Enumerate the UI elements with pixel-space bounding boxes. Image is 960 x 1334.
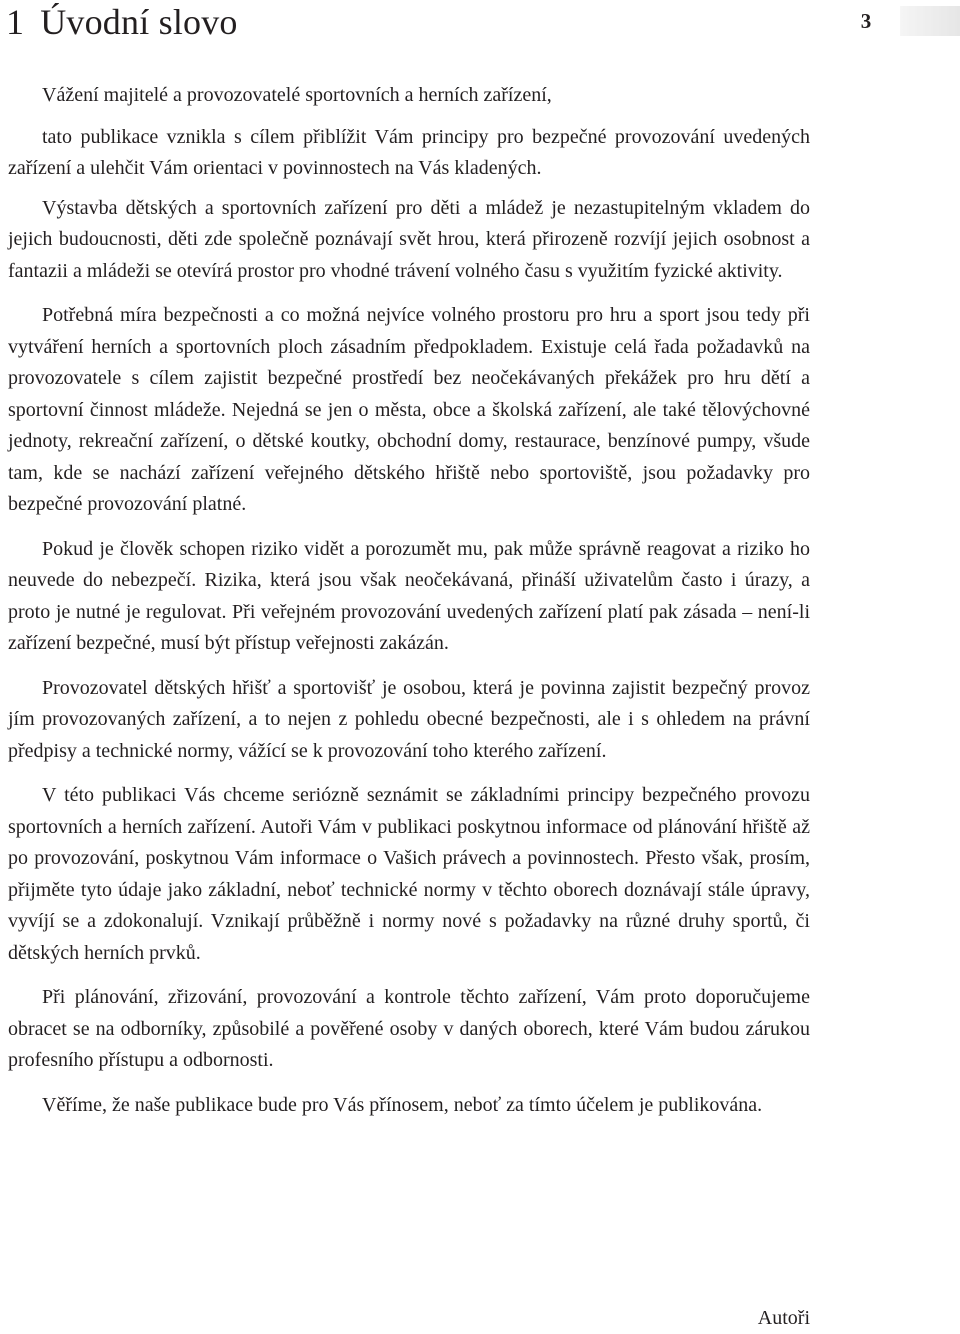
paragraph-7: Při plánování, zřizování, provozování a kontrole těchto zařízení, Vám proto doporučujeme obracet se na odborníky, způsobilé a pověřené osoby v daných oborech, které Vám budou zárukou profesního přístupu a odbornosti. bbox=[8, 986, 810, 1071]
paragraph-8: Věříme, že naše publikace bude pro Vás přínosem, neboť za tímto účelem je publikována. bbox=[42, 1093, 763, 1116]
paragraph-3: Potřebná míra bezpečnosti a co možná nejvíce volného prostoru pro hru a sport jsou tedy při vytváření herních a sportovních ploch zásadním předpokladem. Existuje celá řada požadavků na provozovatele s cílem zajistit bezpečné prostředí bez neočekávaných překážek pro hru dětí a sportovní činnost mládeže. Nejedná se jen o města, obce a školská zařízení, ale také tělovýchovné jednoty, rekreační zařízení, o dětské koutky, obchodní domy, restaurace, benzínové pumpy, všude tam, kde se nachází zařízení veřejného dětského hřiště nebo sportoviště, jsou požadavky pro bezpečné provozování platné. bbox=[8, 304, 810, 515]
chapter-number: 1 bbox=[6, 2, 25, 42]
salutation: Vážení majitelé a provozovatelé sportovních a herních zařízení, bbox=[42, 84, 552, 106]
paragraph-2: Výstavba dětských a sportovních zařízení pro děti a mládež je nezastupitelným vkladem do jejich budoucnosti, děti zde společně poznávají svět hrou, která přirozeně rozvíjí jejich osobnost a fantazii a mládeži se otevírá prostor pro vhodné trávení volného času s využitím fyzické aktivity. bbox=[8, 196, 810, 282]
paragraph-4: Pokud je člověk schopen riziko vidět a porozumět mu, pak může správně reagovat a riziko ho neuvede do nebezpečí. Rizika, která jsou však neočekávaná, přináší uživatelům často i úrazy, a proto je nutné je regulovat. Při veřejném provozování uvedených zařízení platí pak zásada – není-li zařízení bezpečné, musí být přístup veřejnosti zakázán. bbox=[8, 537, 810, 654]
chapter-heading bbox=[6, 0, 238, 44]
document-body bbox=[8, 80, 810, 1134]
signature: Autoři bbox=[757, 1307, 810, 1329]
page-number: 3 bbox=[832, 6, 900, 36]
paragraph-6: V této publikaci Vás chceme seriózně seznámit se základními principy bezpečného provozu sportovních a herních zařízení. Autoři Vám v publikaci poskytnou informace od plánování hřiště až po provozování, poskytnou Vám informace o Vašich právech a povinnostech. Přesto však, prosím, přijměte tyto údaje jako základní, neboť technické normy v těchto oborech doznávají stále úpravy, vyvíjí se a zdokonalují. Vznikají průběžně i normy nové s požadavky na různé druhy sportů, či dětských herních prvků. bbox=[8, 784, 810, 964]
paragraph-5: Provozovatel dětských hřišť a sportovišť je osobou, která je povinna zajistit bezpečný provoz jím provozovaných zařízení, a to nejen z pohledu obecné bezpečnosti, ale i s ohledem na právní předpisy a technické normy, vážící se k provozování toho kterého zařízení. bbox=[8, 676, 810, 762]
page-header bbox=[0, 0, 960, 48]
paragraph-1: tato publikace vznikla s cílem přiblížit Vám principy pro bezpečné provozování uvedených zařízení a ulehčit Vám orientaci v povinnostech na Vás kladených. bbox=[8, 125, 810, 179]
chapter-title: Úvodní slovo bbox=[40, 2, 238, 42]
